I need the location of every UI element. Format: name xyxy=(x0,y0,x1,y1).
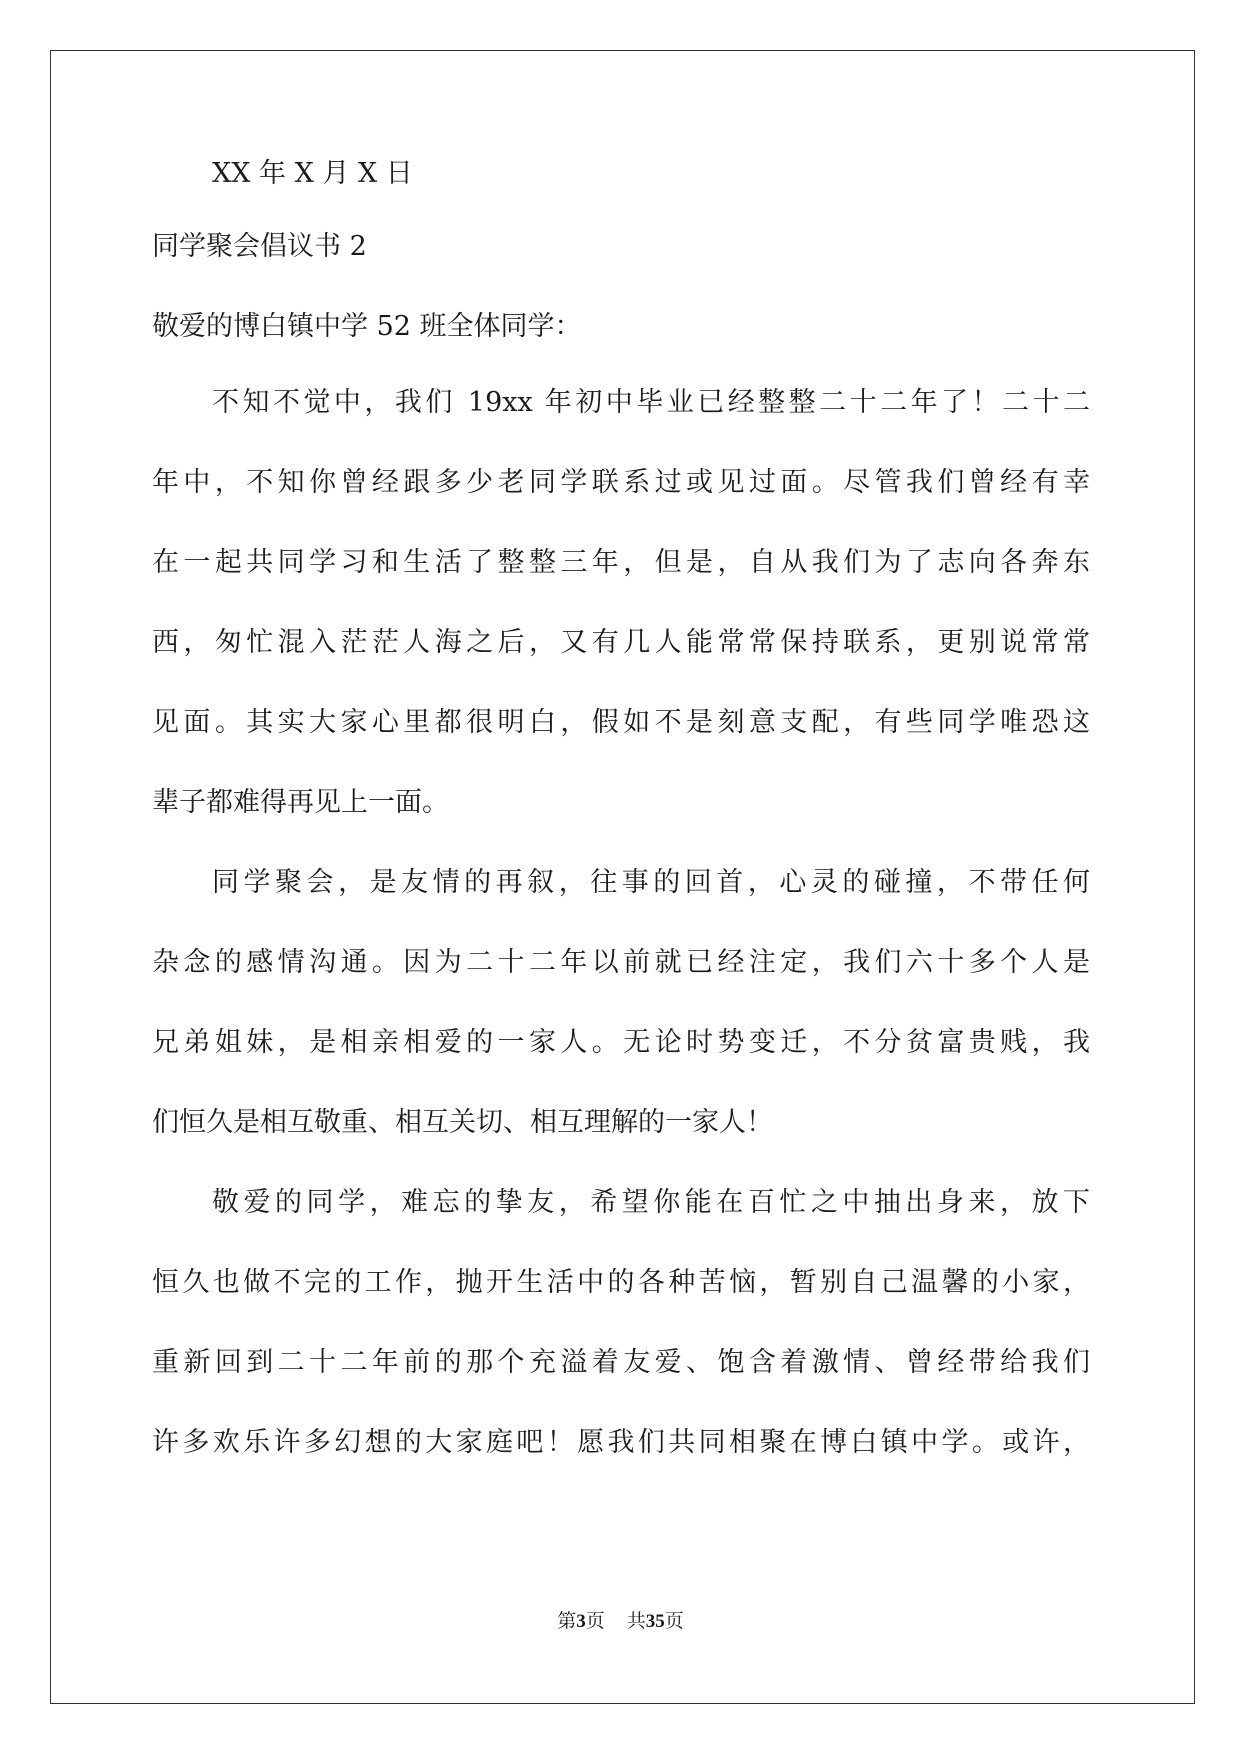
body-line: 在一起共同学习和生活了整整三年，但是，自从我们为了志向各奔东 xyxy=(152,547,1090,578)
body-line: 年中，不知你曾经跟多少老同学联系过或见过面。尽管我们曾经有幸 xyxy=(152,467,1090,498)
body-line: 重新回到二十二年前的那个充溢着友爱、饱含着激情、曾经带给我们 xyxy=(152,1347,1090,1378)
body-line: 西，匆忙混入茫茫人海之后，又有几人能常常保持联系，更别说常常 xyxy=(152,627,1090,658)
page-footer xyxy=(0,1609,1241,1634)
total-prefix: 共 xyxy=(626,1610,646,1632)
total-suffix: 页 xyxy=(664,1610,684,1632)
date-line: XX 年 X 月 X 日 xyxy=(212,158,413,189)
body-line: 敬爱的同学，难忘的挚友，希望你能在百忙之中抽出身来，放下 xyxy=(212,1187,1090,1218)
salutation: 敬爱的博白镇中学 52 班全体同学： xyxy=(152,311,582,342)
body-line: 恒久也做不完的工作，抛开生活中的各种苦恼，暂别自己温馨的小家， xyxy=(152,1267,1090,1298)
body-line: 见面。其实大家心里都很明白，假如不是刻意支配，有些同学唯恐这 xyxy=(152,707,1090,738)
body-line: 同学聚会，是友情的再叙，往事的回首，心灵的碰撞，不带任何 xyxy=(212,867,1090,898)
body-line: 们恒久是相互敬重、相互关切、相互理解的一家人！ xyxy=(152,1107,773,1138)
document-title: 同学聚会倡议书 2 xyxy=(152,231,367,262)
body-line: 不知不觉中，我们 19xx 年初中毕业已经整整二十二年了！二十二 xyxy=(212,387,1090,418)
page-number: 3 xyxy=(576,1611,586,1632)
body-line: 杂念的感情沟通。因为二十二年以前就已经注定，我们六十多个人是 xyxy=(152,947,1090,978)
page-suffix: 页 xyxy=(585,1610,605,1632)
total-pages: 35 xyxy=(645,1611,665,1632)
body-line: 辈子都难得再见上一面。 xyxy=(152,787,449,818)
body-line: 兄弟姐妹，是相亲相爱的一家人。无论时势变迁，不分贫富贵贱，我 xyxy=(152,1027,1090,1058)
page-prefix: 第 xyxy=(557,1610,577,1632)
body-line: 许多欢乐许多幻想的大家庭吧！愿我们共同相聚在博白镇中学。或许， xyxy=(152,1427,1090,1458)
